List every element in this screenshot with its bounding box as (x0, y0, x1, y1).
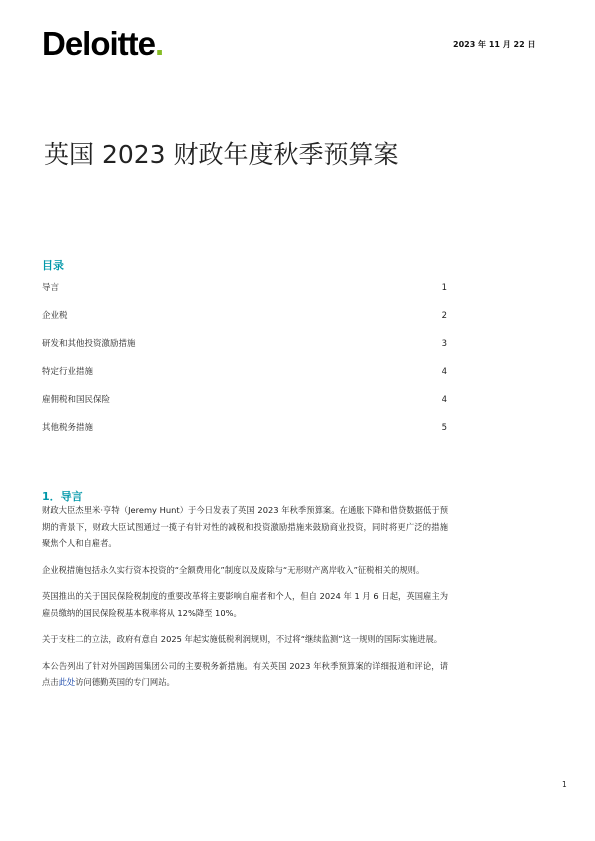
toc-item-employment-taxes[interactable] (42, 394, 447, 422)
document-date: 2023 年 11 月 22 日 (453, 40, 536, 49)
paragraph (42, 658, 448, 691)
logo-dot: . (155, 25, 164, 62)
toc-item-page: 4 (441, 367, 447, 377)
toc-item-page: 5 (441, 423, 447, 433)
logo-word: Deloitte (42, 25, 156, 62)
toc-item-introduction[interactable] (42, 282, 447, 310)
toc-item-label: 雇佣税和国民保险 (42, 395, 111, 405)
paragraph: 关于支柱二的立法，政府有意自 2025 年起实施低税利润规则，不过将“继续监测”这一规则的国际实施进展。 (42, 634, 443, 644)
toc-item-page: 2 (441, 311, 447, 321)
paragraph: 财政大臣杰里米·亨特（Jeremy Hunt）于今日发表了英国 2023 年秋季预算案。在通胀下降和借贷数据低于预期的背景下，财政大臣试图通过一揽子有针对性的减税和投资激励措施来鼓励商业投资，同时将更广泛的措施聚焦个人和自雇者。 (42, 505, 448, 548)
deloitte-logo (42, 26, 163, 62)
toc-item-rd-incentives[interactable] (42, 338, 447, 366)
deloitte-uk-website-link[interactable]: 此处 (58, 677, 76, 687)
introduction-body (42, 502, 448, 701)
section-heading-introduction: 1．导言 (42, 490, 83, 504)
paragraph: 企业税措施包括永久实行资本投资的“全额费用化”制度以及废除与“无形财产离岸收入”征税相关的规则。 (42, 564, 425, 575)
toc-item-page: 3 (441, 339, 447, 349)
toc-item-other-tax-measures[interactable] (42, 422, 447, 450)
paragraph-text: 本公告列出了针对外国跨国集团公司的主要税务新措施。有关英国 2023 年秋季预算案的详细报道和评论，请点击 (42, 660, 448, 687)
toc-item-label: 研发和其他投资激励措施 (42, 339, 136, 349)
toc-item-page: 1 (441, 283, 447, 293)
toc-item-page: 4 (441, 395, 447, 405)
toc-item-label: 导言 (42, 283, 60, 293)
toc-item-sector-measures[interactable] (42, 366, 447, 394)
toc-heading: 目录 (42, 259, 64, 272)
paragraph: 英国推出的关于国民保险税制度的重要改革将主要影响自雇者和个人，但自 2024 年 1 月 6 日起，英国雇主为雇员缴纳的国民保险税基本税率将从 12%降至 10%。 (42, 591, 448, 618)
page-title: 英国 2023 财政年度秋季预算案 (44, 139, 399, 169)
toc-item-label: 其他税务措施 (42, 423, 94, 433)
toc-item-label: 特定行业措施 (42, 367, 94, 377)
toc-item-label: 企业税 (42, 311, 68, 321)
paragraph-text: 访问德勤英国的专门网站。 (75, 677, 175, 687)
table-of-contents (42, 282, 447, 450)
toc-item-corporate-tax[interactable] (42, 310, 447, 338)
page-number: 1 (562, 780, 567, 789)
